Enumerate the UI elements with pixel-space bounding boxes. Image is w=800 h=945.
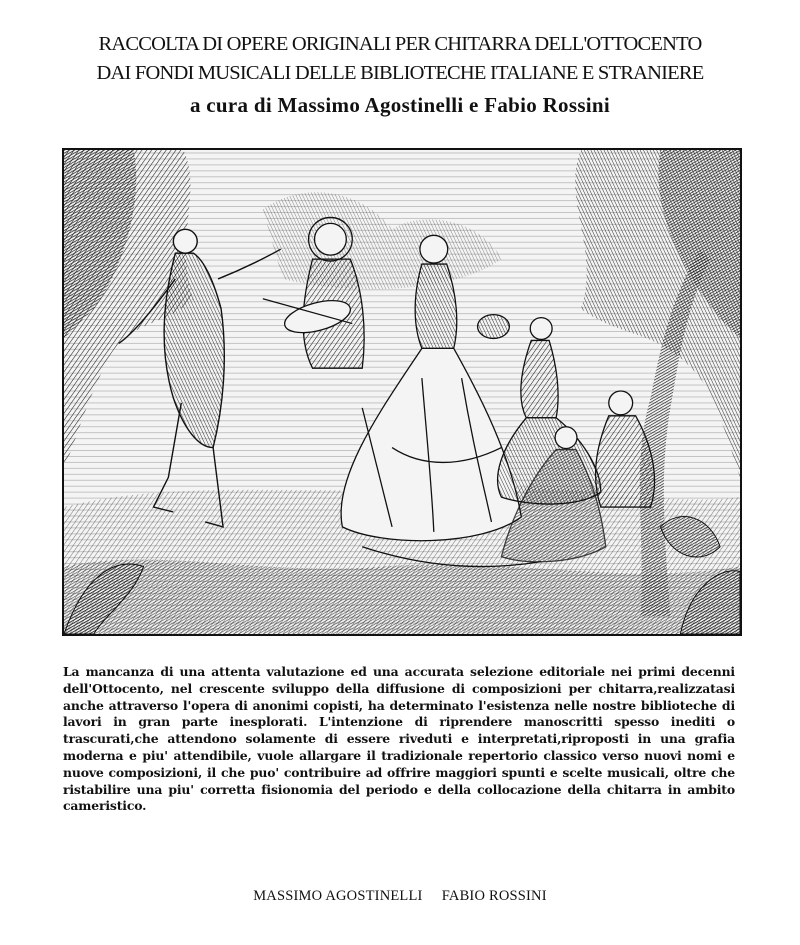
document-header [0,30,800,120]
engraving-pastoral-scene-icon [64,150,740,634]
engraving-illustration [62,148,742,636]
signature-line [0,888,800,905]
title-line-2: DAI FONDI MUSICALI DELLE BIBLIOTECHE ITALIANE E STRANIERE [96,62,704,84]
body-paragraph: La mancanza di una attenta valutazione ed una accurata selezione editoriale nei primi decenni dell'Ottocento, nel crescente sviluppo della diffusione di composizioni per chitarra,realizzatasi anche attraverso l'opera di anonimi copisti, ha determinato l'esistenza nelle nostre biblioteche di lavori in gran parte inesplorati. L'intenzione di riprendere manoscritti spesso inediti o trascurati,che attendono solamente di essere riveduti e interpretati,riproposti in una grafia moderna e piu' attendibile, vuole allargare il tradizionale repertorio classico verso nuovi nomi e nuove composizioni, il che puo' contribuire ad offrire maggiori spunti e scelte musicali, oltre che ristabilire una piu' corretta fisionomia del periodo e della collocazione della chitarra in ambito cameristico. [63,664,735,814]
editors-line: a cura di Massimo Agostinelli e Fabio Rossini [189,93,611,117]
title-line-1: RACCOLTA DI OPERE ORIGINALI PER CHITARRA DELL'OTTOCENTO [98,33,702,55]
author-name-1: MASSIMO AGOSTINELLI [253,888,423,904]
author-name-2: FABIO ROSSINI [441,888,547,904]
